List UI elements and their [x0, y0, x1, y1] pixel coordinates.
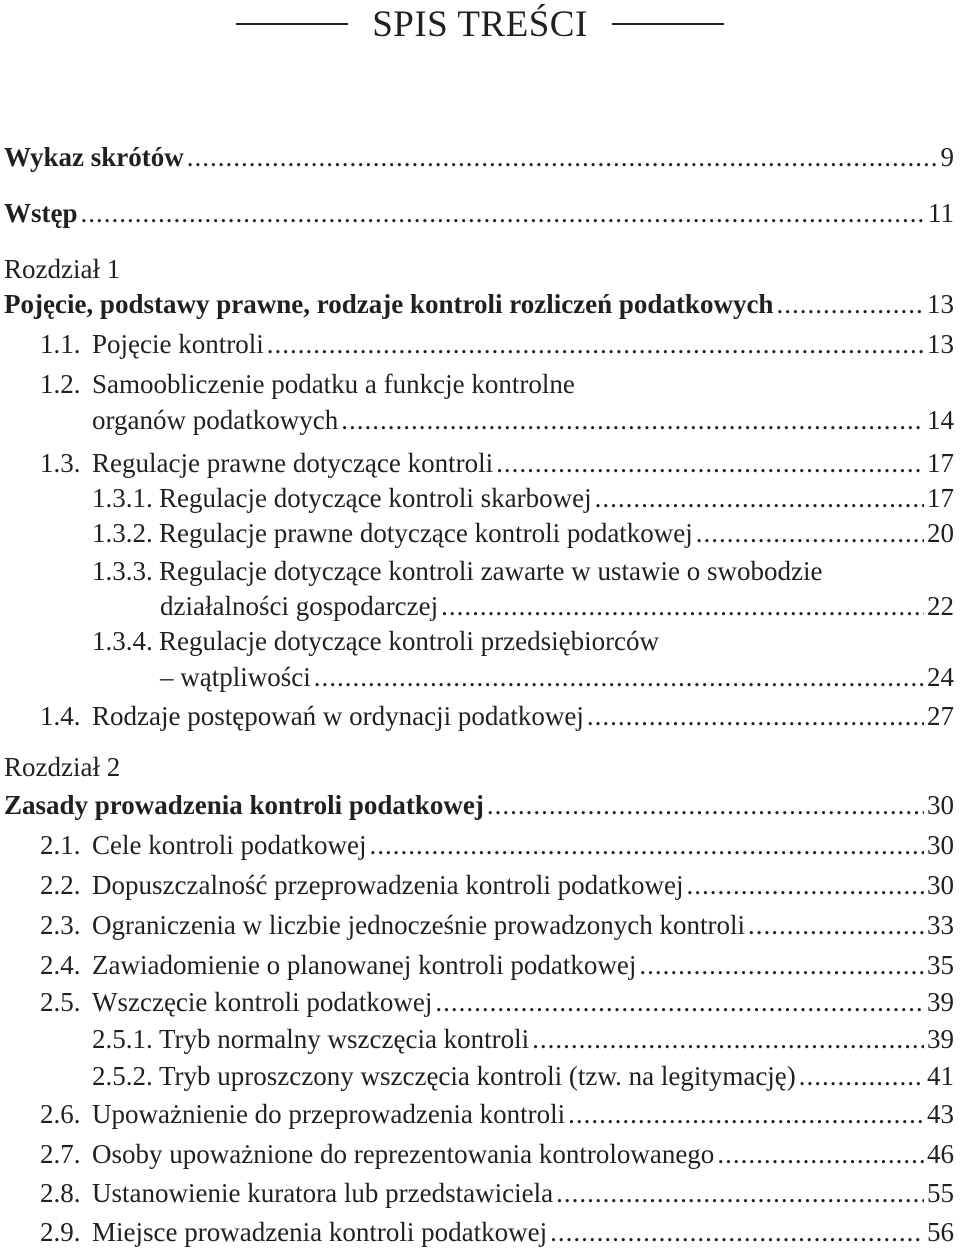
toc-entry-label: Wykaz skrótów: [4, 142, 184, 172]
toc-entry-2-7[interactable]: [40, 1139, 954, 1173]
toc-leader-dots: [441, 591, 924, 622]
section-number: 1.3.1.: [92, 483, 153, 513]
toc-leader-dots: [595, 483, 924, 514]
toc-leader-dots: [267, 329, 924, 360]
toc-entry-page: 13: [927, 329, 954, 359]
toc-entry-2-1[interactable]: [40, 830, 954, 864]
section-label: Miejsce prowadzenia kontroli podatkowej: [92, 1217, 548, 1247]
toc-entry-introduction[interactable]: [4, 198, 954, 232]
toc-entry-2-8[interactable]: [40, 1178, 954, 1212]
toc-leader-dots: [568, 1099, 924, 1130]
section-number: 1.3.3.: [92, 556, 153, 586]
section-number: 2.5.: [40, 987, 81, 1017]
toc-leader-dots: [487, 790, 924, 821]
toc-leader-dots: [496, 448, 924, 479]
toc-entry-page: 13: [927, 289, 954, 319]
toc-entry-page: 30: [927, 830, 954, 860]
section-number: 1.2.: [40, 369, 81, 399]
section-number: 2.9.: [40, 1217, 81, 1247]
toc-entry-page: 22: [927, 591, 954, 621]
toc-entry-page: 17: [927, 483, 954, 513]
section-label: Regulacje dotyczące kontroli przedsiębiorców: [159, 626, 660, 656]
toc-entry-label: Wstęp: [4, 198, 78, 228]
section-number: 2.4.: [40, 950, 81, 980]
chapter-1-title-entry[interactable]: [4, 289, 954, 323]
toc-leader-dots: [639, 950, 924, 981]
toc-entry-page: 9: [940, 142, 954, 172]
toc-leader-dots: [369, 830, 924, 861]
toc-entry-1-3-4[interactable]: [92, 626, 954, 660]
toc-leader-dots: [532, 1024, 924, 1055]
section-label: Osoby upoważnione do reprezentowania kontrolowanego: [92, 1139, 715, 1169]
toc-entry-page: 30: [927, 790, 954, 820]
toc-entry-1-3[interactable]: [40, 448, 954, 482]
toc-entry-page: 46: [927, 1139, 954, 1169]
toc-leader-dots: [587, 701, 924, 732]
toc-entry-2-5-1[interactable]: [92, 1024, 954, 1058]
section-label: Ograniczenia w liczbie jednocześnie prowadzonych kontroli: [92, 910, 745, 940]
section-label: Ustanowienie kuratora lub przedstawiciela: [92, 1178, 554, 1208]
toc-leader-dots: [687, 870, 924, 901]
section-number: 2.1.: [40, 830, 81, 860]
toc-leader-dots: [81, 198, 926, 229]
section-label: Samoobliczenie podatku a funkcje kontrolne: [92, 369, 575, 399]
section-number: 2.8.: [40, 1178, 81, 1208]
section-label: Regulacje dotyczące kontroli zawarte w ustawie o swobodzie: [159, 556, 823, 586]
section-label: Zawiadomienie o planowanej kontroli podatkowej: [92, 950, 637, 980]
toc-entry-page: 14: [927, 405, 954, 435]
title-row: [0, 4, 960, 44]
toc-entry-page: 39: [927, 987, 954, 1017]
chapter-title: Zasady prowadzenia kontroli podatkowej: [4, 790, 484, 820]
section-label: Cele kontroli podatkowej: [92, 830, 367, 860]
toc-entry-1-1[interactable]: [40, 329, 954, 363]
toc-entry-page: 41: [927, 1061, 954, 1091]
toc-entry-1-3-3[interactable]: [92, 556, 954, 590]
section-number: 2.7.: [40, 1139, 81, 1169]
toc-entry-2-3[interactable]: [40, 910, 954, 944]
section-number: 1.3.2.: [92, 518, 153, 548]
section-label: Rodzaje postępowań w ordynacji podatkowej: [92, 701, 584, 731]
section-number: 1.4.: [40, 701, 81, 731]
toc-leader-dots: [696, 518, 924, 549]
toc-entry-page: 27: [927, 701, 954, 731]
toc-entry-page: 20: [927, 518, 954, 548]
toc-entry-page: 55: [927, 1178, 954, 1208]
section-number: 1.1.: [40, 329, 81, 359]
toc-leader-dots: [341, 405, 924, 436]
section-label-continued: – wątpliwości: [160, 662, 311, 692]
toc-leader-dots: [187, 142, 938, 173]
toc-entry-2-2[interactable]: [40, 870, 954, 904]
chapter-title: Pojęcie, podstawy prawne, rodzaje kontroli rozliczeń podatkowych: [4, 289, 774, 319]
section-number: 1.3.4.: [92, 626, 153, 656]
chapter-2-title-entry[interactable]: [4, 790, 954, 824]
toc-entry-1-3-3-cont[interactable]: [160, 591, 954, 625]
toc-entry-page: 24: [927, 662, 954, 692]
section-label: Wszczęcie kontroli podatkowej: [92, 987, 433, 1017]
section-label: Regulacje prawne dotyczące kontroli podatkowej: [159, 518, 693, 548]
toc-entry-page: 43: [927, 1099, 954, 1129]
toc-entry-1-3-1[interactable]: [92, 483, 954, 517]
toc-entry-page: 56: [927, 1217, 954, 1247]
toc-entry-1-3-2[interactable]: [92, 518, 954, 552]
toc-entry-1-2-cont[interactable]: [92, 405, 954, 439]
toc-leader-dots: [748, 910, 924, 941]
toc-entry-1-4[interactable]: [40, 701, 954, 735]
toc-entry-abbreviations[interactable]: [4, 142, 954, 176]
toc-leader-dots: [799, 1061, 924, 1092]
toc-leader-dots: [776, 289, 924, 320]
toc-entry-2-6[interactable]: [40, 1099, 954, 1133]
section-label-continued: organów podatkowych: [92, 405, 339, 435]
toc-leader-dots: [717, 1139, 924, 1170]
toc-leader-dots: [550, 1217, 924, 1248]
toc-leader-dots: [556, 1178, 924, 1209]
section-label: Regulacje dotyczące kontroli skarbowej: [159, 483, 592, 513]
section-number: 2.3.: [40, 910, 81, 940]
toc-entry-1-3-4-cont[interactable]: [160, 662, 954, 696]
toc-entry-page: 39: [927, 1024, 954, 1054]
section-label: Regulacje prawne dotyczące kontroli: [92, 448, 494, 478]
section-label: Pojęcie kontroli: [92, 329, 264, 359]
page-title: SPIS TREŚCI: [372, 3, 588, 45]
section-number: 2.2.: [40, 870, 81, 900]
toc-entry-page: 30: [927, 870, 954, 900]
section-label: Tryb uproszczony wszczęcia kontroli (tzw. na legitymację): [159, 1061, 796, 1091]
section-number: 1.3.: [40, 448, 81, 478]
section-number: 2.6.: [40, 1099, 81, 1129]
toc-entry-2-5[interactable]: [40, 987, 954, 1021]
section-number: 2.5.1.: [92, 1024, 153, 1054]
section-number: 2.5.2.: [92, 1061, 153, 1091]
chapter-1-heading: Rozdział 1: [4, 254, 121, 284]
toc-entry-1-2[interactable]: [40, 369, 954, 403]
toc-entry-page: 33: [927, 910, 954, 940]
toc-entry-page: 35: [927, 950, 954, 980]
title-rule-left: [236, 23, 348, 25]
chapter-2-heading: Rozdział 2: [4, 752, 121, 782]
toc-entry-page: 11: [928, 198, 954, 228]
section-label-continued: działalności gospodarczej: [160, 591, 439, 621]
title-rule-right: [612, 23, 724, 25]
toc-entry-2-5-2[interactable]: [92, 1061, 954, 1095]
toc-entry-2-4[interactable]: [40, 950, 954, 984]
section-label: Dopuszczalność przeprowadzenia kontroli podatkowej: [92, 870, 684, 900]
toc-entry-2-9[interactable]: [40, 1217, 954, 1251]
section-label: Tryb normalny wszczęcia kontroli: [159, 1024, 530, 1054]
toc-entry-page: 17: [927, 448, 954, 478]
toc-leader-dots: [314, 662, 924, 693]
section-label: Upoważnienie do przeprowadzenia kontroli: [92, 1099, 566, 1129]
toc-leader-dots: [435, 987, 924, 1018]
